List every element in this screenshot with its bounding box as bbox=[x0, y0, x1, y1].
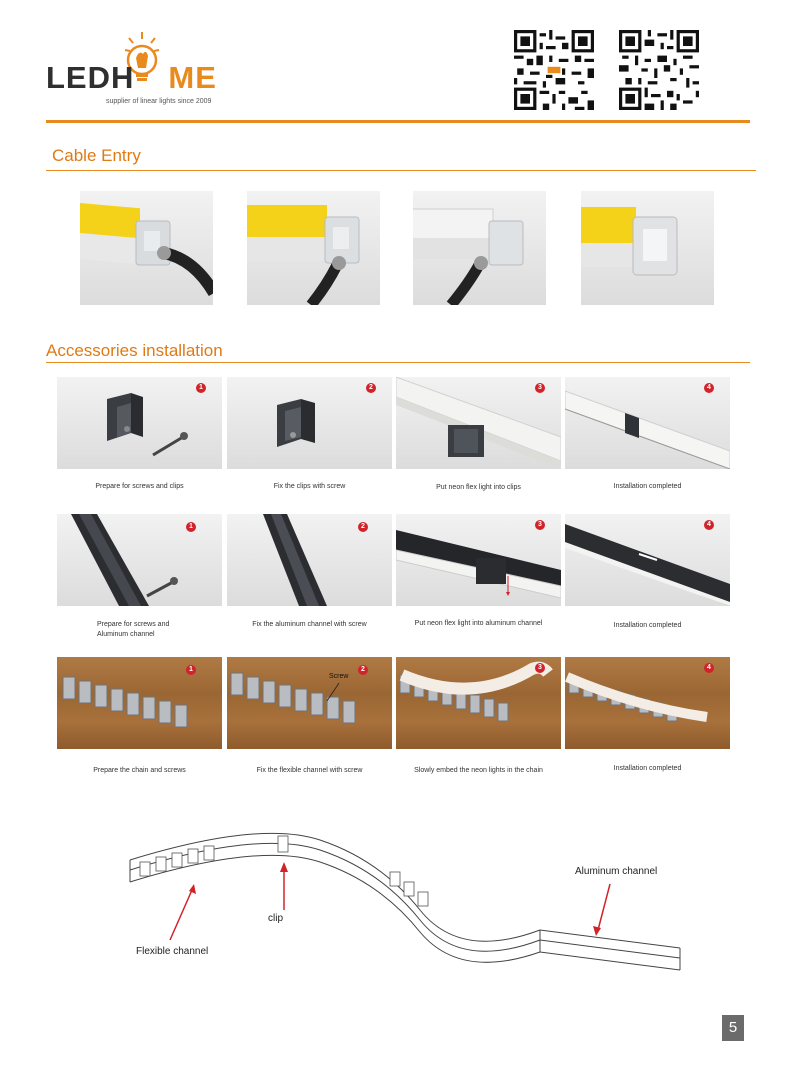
step-caption: Installation completed bbox=[613, 622, 682, 629]
step-badge: 3 bbox=[535, 520, 545, 530]
step-badge: 4 bbox=[704, 663, 714, 673]
company-logo bbox=[46, 28, 226, 108]
step-badge: 2 bbox=[358, 522, 368, 532]
flexible-channel-fixed-photo bbox=[227, 657, 392, 749]
header-divider bbox=[46, 120, 750, 123]
step-caption: Put neon flex light into clips bbox=[436, 484, 521, 491]
step-badge: 4 bbox=[704, 383, 714, 393]
clip-installed-photo bbox=[565, 377, 730, 469]
step-caption: Fix the flexible channel with screw bbox=[256, 767, 363, 774]
step-caption: Prepare for screws and clips bbox=[95, 483, 184, 490]
aluminum-channel-screw-photo bbox=[57, 514, 222, 606]
qr-code-icon[interactable] bbox=[619, 30, 699, 110]
step-badge: 4 bbox=[704, 520, 714, 530]
step-badge: 1 bbox=[186, 665, 196, 675]
diagram-arrows bbox=[140, 840, 640, 950]
step-caption: Fix the aluminum channel with screw bbox=[252, 621, 367, 628]
page-number: 5 bbox=[722, 1015, 744, 1041]
clip-fixed-photo bbox=[227, 377, 392, 469]
chain-screws-photo bbox=[57, 657, 222, 749]
step-caption: Prepare the chain and screws bbox=[93, 767, 186, 774]
step-caption: Fix the clips with screw bbox=[273, 483, 346, 490]
chain-installed-photo bbox=[565, 657, 730, 749]
qr-code-icon[interactable] bbox=[514, 30, 594, 110]
clip-label: clip bbox=[268, 913, 284, 924]
embed-neon-photo bbox=[396, 657, 561, 749]
step-badge: 3 bbox=[535, 383, 545, 393]
step-caption: Installation completed bbox=[613, 765, 682, 772]
brand-tagline: supplier of linear lights since 2009 bbox=[106, 98, 212, 105]
aluminum-channel-label: Aluminum channel bbox=[575, 866, 658, 877]
aluminum-channel-fixed-photo bbox=[227, 514, 392, 606]
end-cap-with-cable-photo bbox=[413, 191, 546, 305]
step-caption: Put neon flex light into aluminum channel bbox=[414, 620, 543, 627]
screw-label: Screw bbox=[329, 673, 349, 680]
step-badge: 2 bbox=[366, 383, 376, 393]
step-badge: 2 bbox=[358, 665, 368, 675]
step-badge: 1 bbox=[196, 383, 206, 393]
flexible-channel-label: Flexible channel bbox=[136, 946, 209, 957]
step-caption: Slowly embed the neon lights in the chain bbox=[414, 767, 543, 774]
cable-entry-title: Cable Entry bbox=[52, 146, 141, 165]
step-caption: Prepare for screws and Aluminum channel bbox=[97, 621, 170, 638]
brand-wordmark: LEDH ME bbox=[46, 60, 217, 95]
neon-into-channel-photo bbox=[396, 514, 561, 606]
cable-entry-divider bbox=[46, 170, 756, 171]
clip-screw-photo bbox=[57, 377, 222, 469]
channel-installed-photo bbox=[565, 514, 730, 606]
end-cap-with-cable-photo bbox=[80, 191, 213, 305]
accessories-title: Accessories installation bbox=[46, 341, 223, 360]
end-cap-blank-photo bbox=[581, 191, 714, 305]
step-caption: Installation completed bbox=[613, 483, 682, 490]
step-badge: 3 bbox=[535, 663, 545, 673]
accessories-divider bbox=[46, 362, 750, 363]
neon-into-clip-photo bbox=[396, 377, 561, 469]
step-badge: 1 bbox=[186, 522, 196, 532]
end-cap-with-cable-photo bbox=[247, 191, 380, 305]
